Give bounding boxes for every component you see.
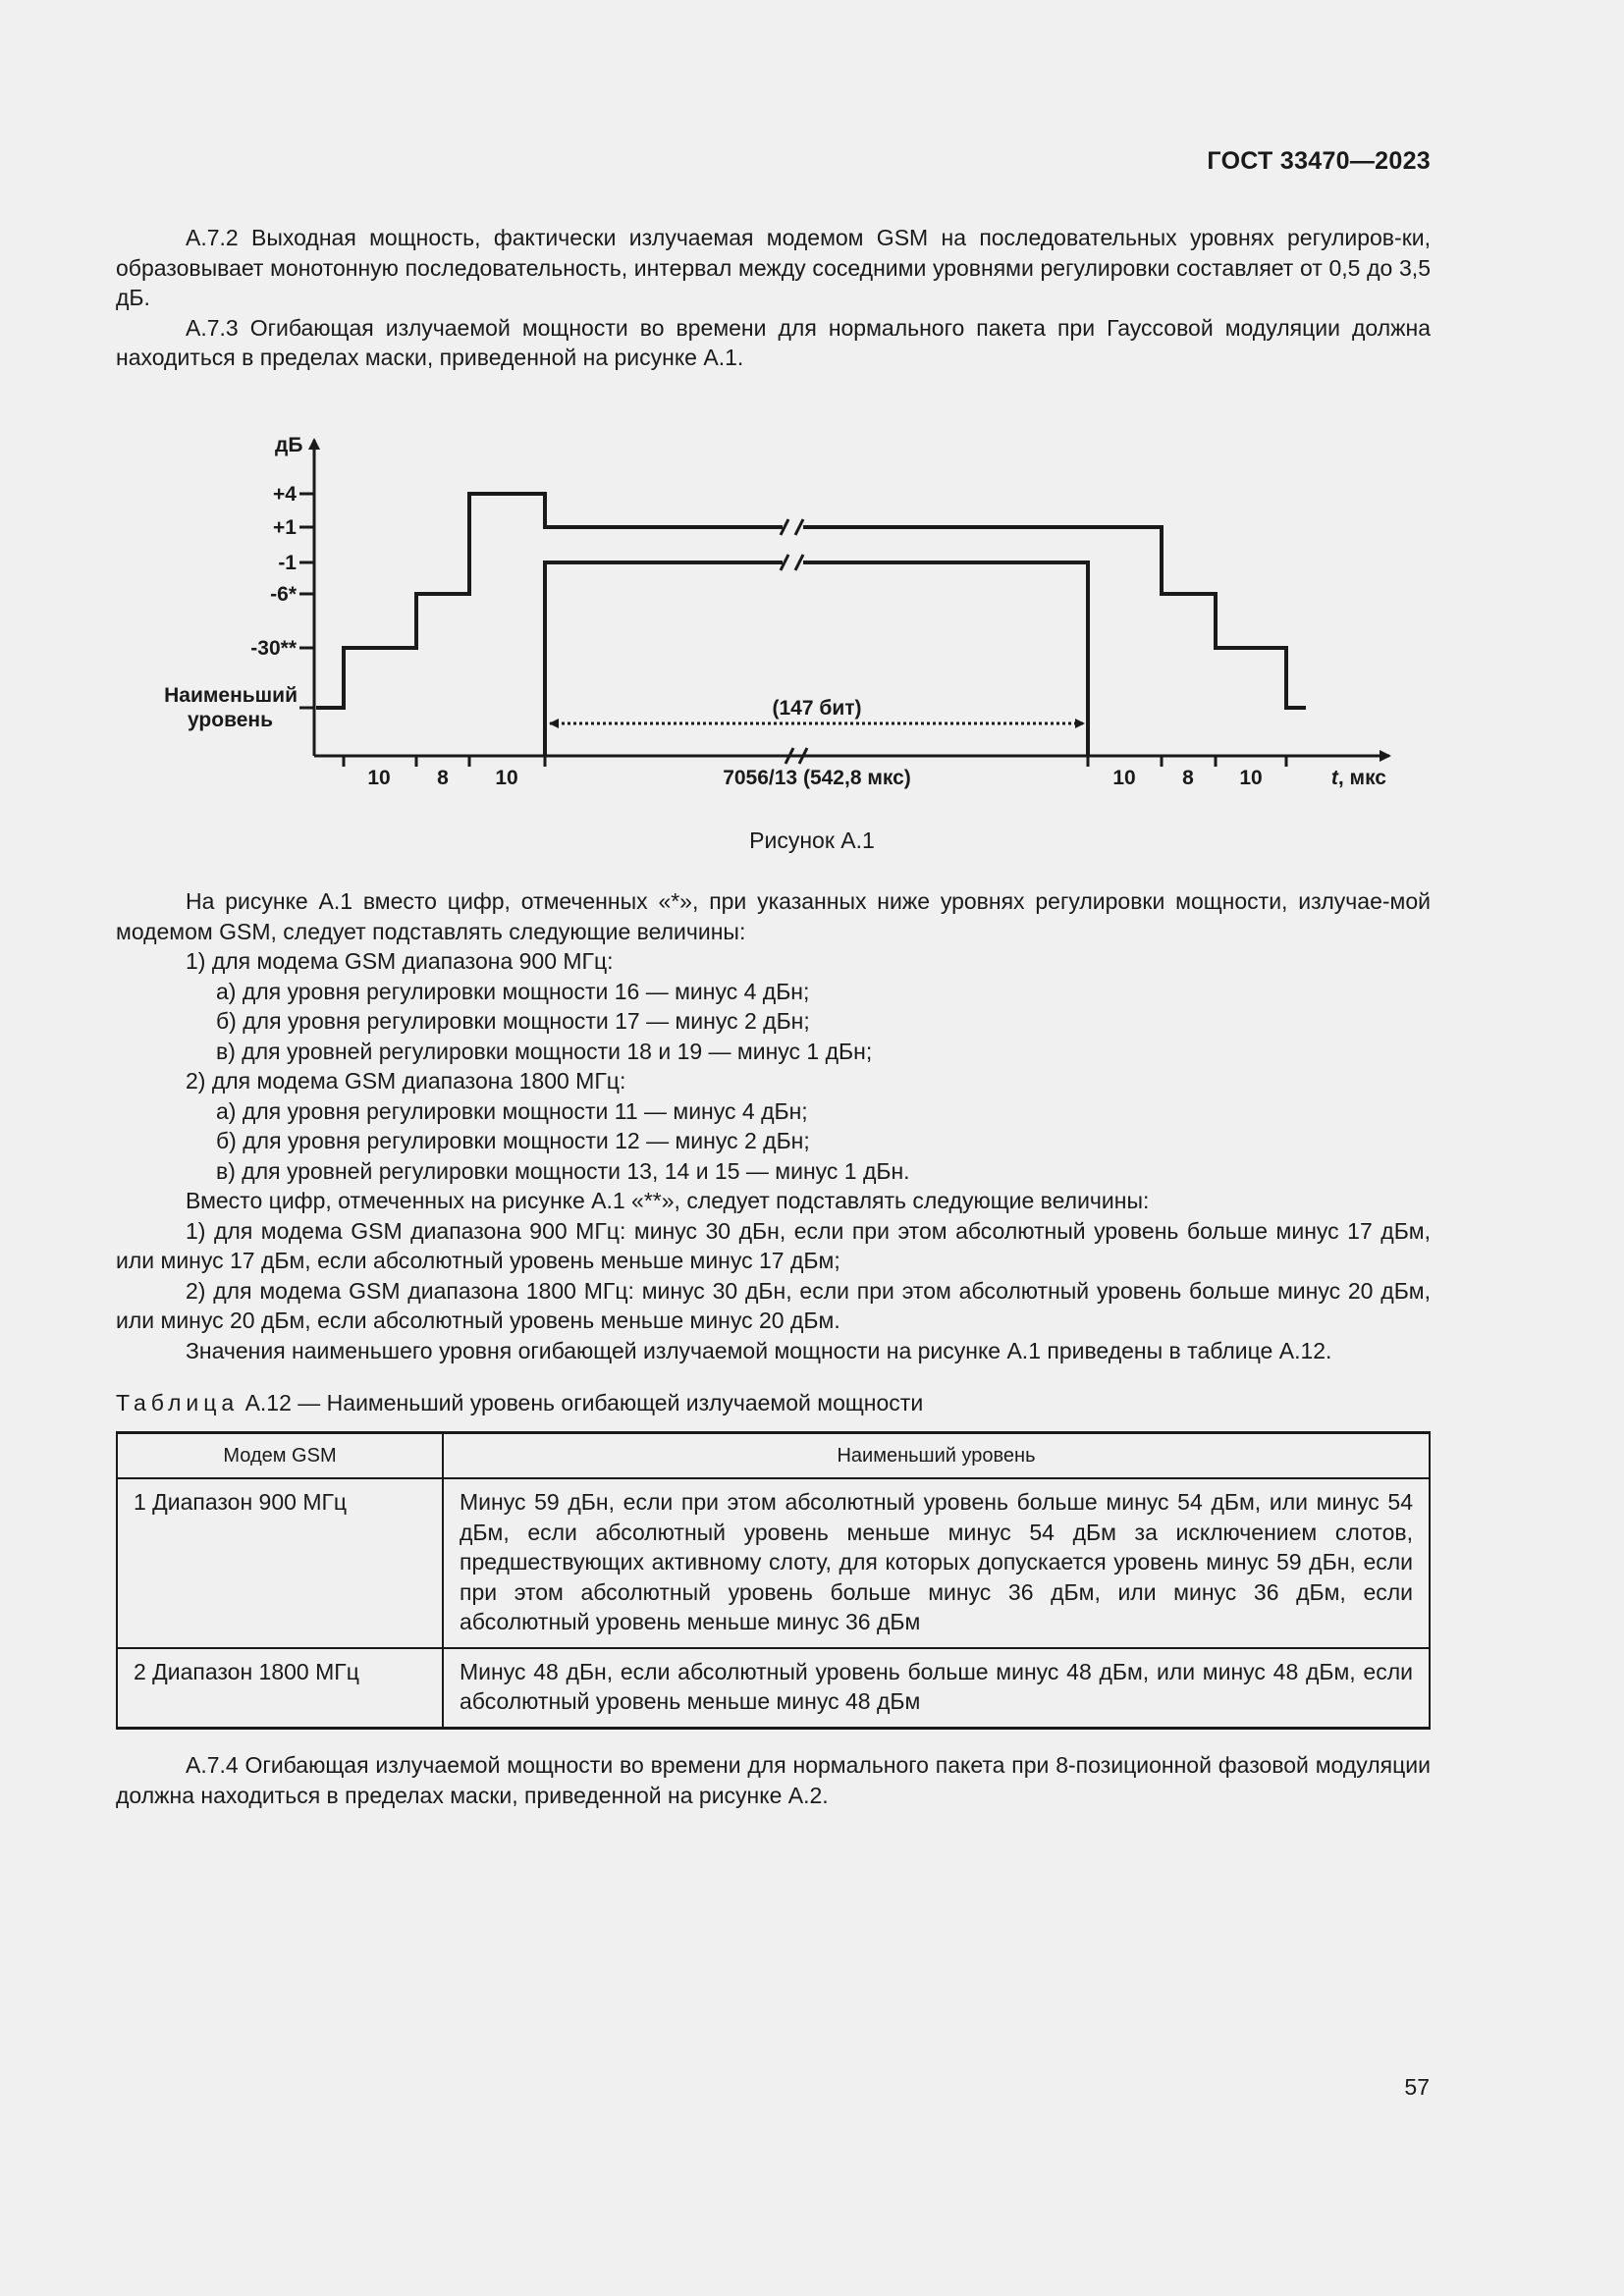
notes-section [116,886,1431,1365]
list-item: 1) для модема GSM диапазона 900 МГц: [186,948,614,974]
list-item: в) для уровней регулировки мощности 13, 14 и 15 — минус 1 дБн. [216,1157,910,1184]
column-header-modem: Модем GSM [117,1433,443,1479]
page-number: 57 [1404,2074,1430,2100]
x-seg-left-3: 10 [495,767,518,789]
list-item: б) для уровня регулировки мощности 12 — минус 2 дБн; [216,1128,810,1153]
table-title-rest: А.12 — Наименьший уровень огибающей излучаемой мощности [244,1390,924,1415]
x-seg-right-2: 8 [1182,767,1194,789]
paragraph-a-7-4: А.7.4 Огибающая излучаемой мощности во времени для нормального пакета при 8-позиционной фазовой модуляции должна находиться в пределах маски, приведенной на рисунке А.2. [116,1752,1431,1808]
power-mask-diagram [147,430,1404,813]
upper-mask-right [803,527,1306,708]
table-header-row [117,1433,1430,1479]
cell-modem: 1 Диапазон 900 МГц [117,1478,443,1648]
closing-section [116,1750,1431,1810]
list-item: в) для уровней регулировки мощности 18 и 19 — минус 1 дБн; [216,1038,873,1064]
table-title [116,1390,923,1416]
y-tick-plus4: +4 [273,483,297,506]
x-seg-left-2: 8 [437,767,449,789]
y-tick-minus6: -6* [270,583,297,606]
table-a-12 [116,1431,1431,1730]
list-item: б) для уровня регулировки мощности 17 — минус 2 дБн; [216,1008,810,1034]
x-seg-right-3: 10 [1239,767,1263,789]
lower-mask-right [803,562,1088,756]
upper-mask-left [469,494,783,527]
lower-mask-left [545,562,783,756]
table-row [117,1648,1430,1729]
paragraph-a-7-3: А.7.3 Огибающая излучаемой мощности во времени для нормального пакета при Гауссовой модуляции должна находиться в пределах маски, приведенной на рисунке А.1. [116,314,1431,370]
y-tick-minus1: -1 [278,552,297,574]
duration-label: (147 бит) [772,697,862,720]
y-axis-label: дБ [275,434,303,456]
rising-edge [316,527,469,708]
list-item: а) для уровня регулировки мощности 16 — минус 4 дБн; [216,978,810,1004]
y-tick-minus30: -30** [250,637,297,660]
paragraph: Значения наименьшего уровня огибающей излучаемой мощности на рисунке А.1 приведены в таблице А.12. [186,1337,1332,1363]
paragraph-a-7-2: А.7.2 Выходная мощность, фактически излучаемая модемом GSM на последовательных уровнях регулиров-ки, образовывает монотонную последовательность, интервал между соседними уровнями регулировки составляет от 0,5 до 3,5 дБ. [116,225,1431,310]
y-tick-plus1: +1 [273,516,297,539]
cell-modem: 2 Диапазон 1800 МГц [117,1648,443,1729]
x-seg-middle: 7056/13 (542,8 мкс) [723,767,911,789]
x-axis-label: t, мкс [1330,767,1386,789]
intro-section [116,223,1431,373]
figure-caption: Рисунок А.1 [749,828,875,853]
list-item: 2) для модема GSM диапазона 1800 МГц: [186,1068,626,1094]
cell-level: Минус 59 дБн, если при этом абсолютный уровень больше минус 54 дБм, или минус 54 дБм, если абсолютный уровень меньше минус 54 дБм за исключением слотов, предшествующих активному слоту, для которых допускается уровень минус 59 дБн, если при этом абсолютный уровень больше минус 36 дБм, или минус 36 дБм, если абсолютный уровень меньше минус 36 дБм [443,1478,1430,1648]
figure-a-1 [147,430,1404,813]
document-code: ГОСТ 33470—2023 [1207,147,1431,175]
table-title-word: Таблица [116,1390,240,1415]
x-seg-right-1: 10 [1112,767,1136,789]
notes-intro: На рисунке А.1 вместо цифр, отмеченных «*», при указанных ниже уровнях регулировки мощности, излучае-мой модемом GSM, следует подставлять следующие величины: [116,888,1431,944]
min-level-label-2: уровень [188,709,273,731]
paragraph: 2) для модема GSM диапазона 1800 МГц: минус 30 дБн, если при этом абсолютный уровень больше минус 20 дБм, или минус 20 дБм, если абсолютный уровень меньше минус 20 дБм. [116,1277,1431,1333]
paragraph: 1) для модема GSM диапазона 900 МГц: минус 30 дБн, если при этом абсолютный уровень больше минус 17 дБм, или минус 17 дБм, если абсолютный уровень меньше минус 17 дБм; [116,1217,1431,1273]
cell-level: Минус 48 дБн, если абсолютный уровень больше минус 48 дБм, или минус 48 дБм, если абсолютный уровень меньше минус 48 дБм [443,1648,1430,1729]
list-item: а) для уровня регулировки мощности 11 — минус 4 дБн; [216,1097,808,1124]
min-level-label-1: Наименьший [164,684,298,707]
paragraph: Вместо цифр, отмеченных на рисунке А.1 «**», следует подставлять следующие величины: [186,1188,1150,1213]
column-header-level: Наименьший уровень [443,1433,1430,1479]
table-row [117,1478,1430,1648]
x-seg-left-1: 10 [367,767,391,789]
